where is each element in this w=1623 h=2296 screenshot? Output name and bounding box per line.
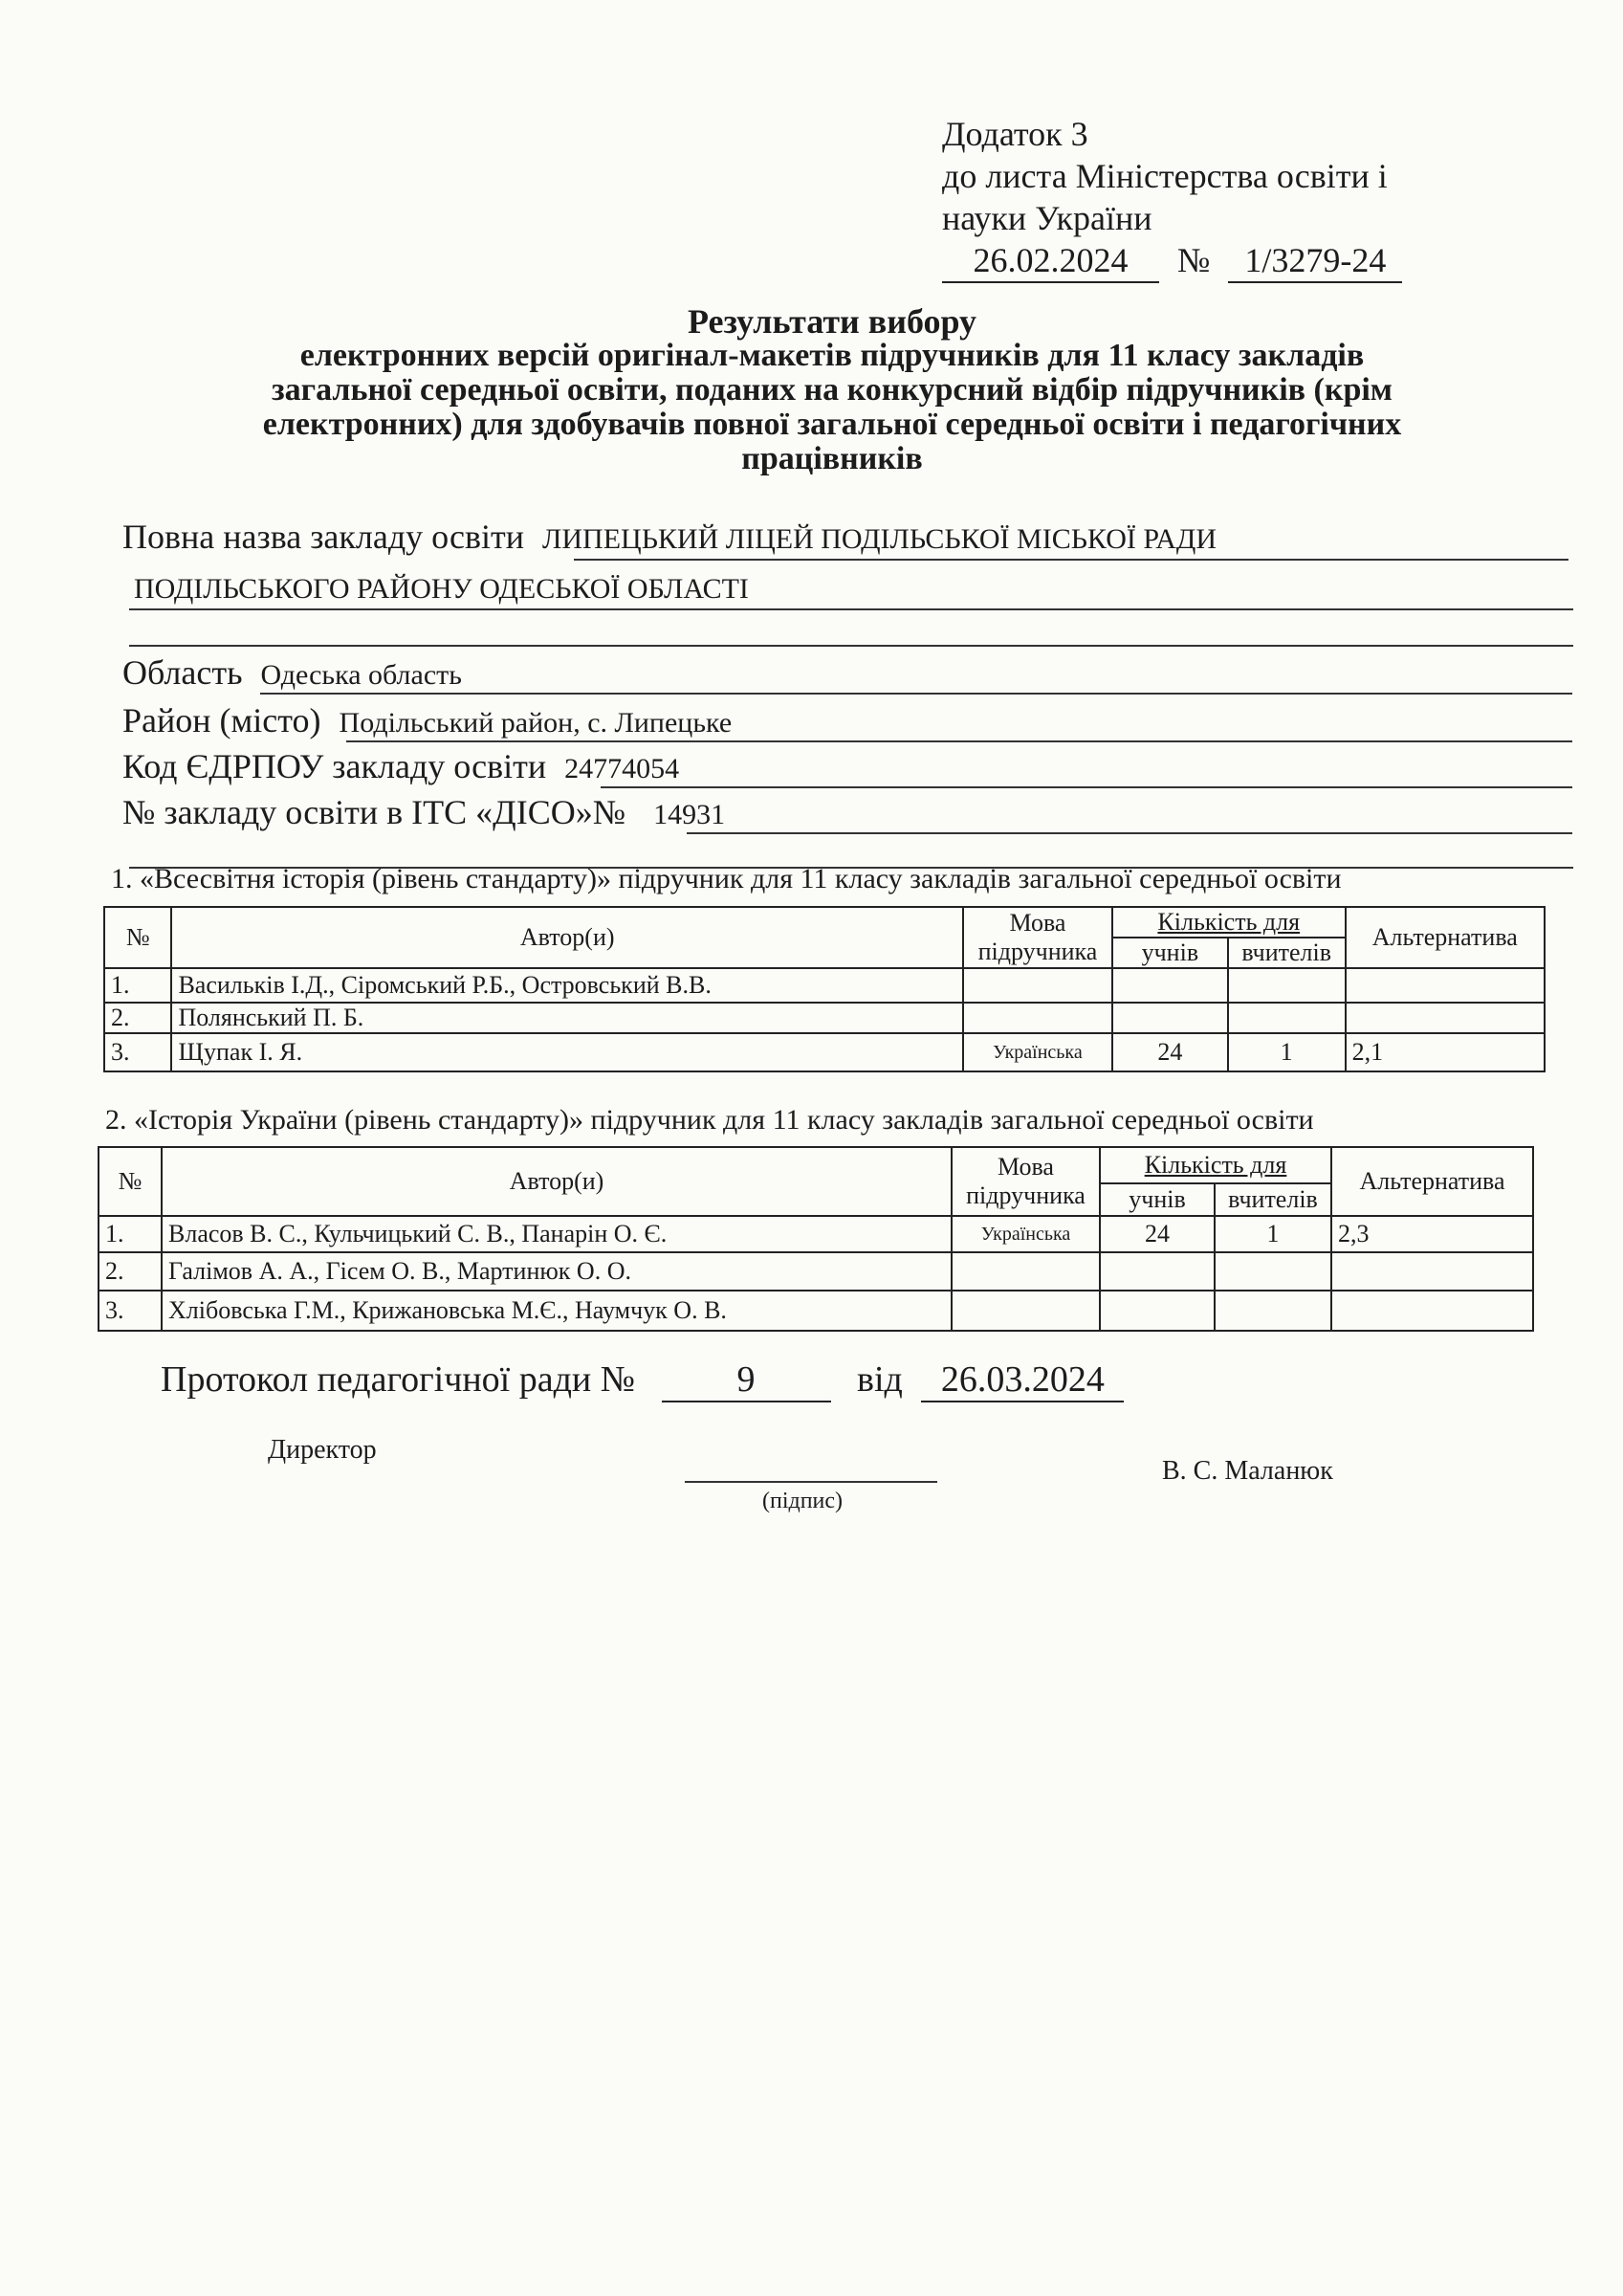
col-language-1: Мова xyxy=(998,1153,1054,1181)
table-row xyxy=(99,1291,1533,1331)
title-line-2: електронних версій оригінал-макетів підручників для 11 класу закладів xyxy=(299,338,1365,373)
protocol-line xyxy=(161,1358,1124,1402)
row-num: 2. xyxy=(104,1003,171,1033)
region-label: Область xyxy=(122,653,243,692)
edrpou-value: 24774054 xyxy=(564,753,680,784)
section-2-table xyxy=(98,1146,1534,1332)
itc-label: № закладу освіти в ІТС «ДІСО»№ xyxy=(122,793,626,831)
row-num: 1. xyxy=(104,968,171,1003)
table-row xyxy=(104,1033,1545,1071)
protocol-from: від xyxy=(857,1359,903,1400)
rule xyxy=(129,645,1573,647)
row-students: 24 xyxy=(1100,1216,1215,1252)
row-teachers: 1 xyxy=(1228,1033,1346,1071)
rule xyxy=(687,832,1572,834)
table-row xyxy=(99,1216,1533,1252)
row-language xyxy=(952,1291,1100,1331)
school-name-value: ЛИПЕЦЬКИЙ ЛІЦЕЙ ПОДІЛЬСЬКОЇ МІСЬКОЇ РАДИ xyxy=(542,523,1217,555)
row-author: Власов В. С., Кульчицький С. В., Панарін О. Є. xyxy=(162,1216,952,1252)
rule xyxy=(346,740,1572,742)
signature-line xyxy=(685,1481,937,1483)
protocol-number: 9 xyxy=(662,1358,831,1402)
rule xyxy=(574,559,1568,561)
appendix-date-number xyxy=(942,239,1402,283)
row-students xyxy=(1100,1252,1215,1291)
appendix-header xyxy=(942,113,1402,283)
edrpou-label: Код ЄДРПОУ закладу освіти xyxy=(122,747,547,785)
col-alternative: Альтернатива xyxy=(1331,1147,1533,1216)
row-language xyxy=(952,1252,1100,1291)
col-language xyxy=(963,907,1112,968)
title-line-5: працівників xyxy=(741,441,923,476)
col-teachers: вчителів xyxy=(1215,1183,1331,1216)
col-language xyxy=(952,1147,1100,1216)
col-students: учнів xyxy=(1100,1183,1215,1216)
appendix-title: Додаток 3 xyxy=(942,115,1088,153)
col-language-2: підручника xyxy=(977,938,1098,965)
col-language-1: Мова xyxy=(1009,909,1066,937)
row-alternative: 2,3 xyxy=(1331,1216,1533,1252)
row-alternative: 2,1 xyxy=(1346,1033,1545,1071)
district-label: Район (місто) xyxy=(122,701,321,740)
district-value: Подільський район, с. Липецьке xyxy=(339,707,733,739)
signature-caption: (підпис) xyxy=(762,1489,844,1513)
rule xyxy=(260,693,1572,695)
row-author: Галімов А. А., Гісем О. В., Мартинюк О. О. xyxy=(162,1252,952,1291)
row-num: 1. xyxy=(99,1216,162,1252)
row-students xyxy=(1100,1291,1215,1331)
col-count: Кількість для xyxy=(1100,1147,1331,1183)
school-name-field xyxy=(122,517,1217,557)
row-alternative xyxy=(1331,1291,1533,1331)
appendix-date: 26.02.2024 xyxy=(942,239,1159,283)
title-line-3: загальної середньої освіти, поданих на конкурсний відбір підручників (крім xyxy=(272,372,1393,408)
table-row xyxy=(104,968,1545,1003)
row-num: 3. xyxy=(104,1033,171,1071)
school-name-continued xyxy=(134,566,749,607)
col-alternative: Альтернатива xyxy=(1346,907,1545,968)
director-label: Директор xyxy=(268,1435,377,1465)
row-language xyxy=(963,968,1112,1003)
col-num: № xyxy=(99,1147,162,1216)
row-language xyxy=(963,1003,1112,1033)
protocol-date: 26.03.2024 xyxy=(921,1358,1124,1402)
row-students: 24 xyxy=(1112,1033,1228,1071)
edrpou-field xyxy=(122,746,679,786)
row-author: Полянський П. Б. xyxy=(171,1003,962,1033)
rule xyxy=(129,608,1573,610)
school-name-value-2: ПОДІЛЬСЬКОГО РАЙОНУ ОДЕСЬКОЇ ОБЛАСТІ xyxy=(134,573,749,605)
col-count: Кількість для xyxy=(1112,907,1346,938)
row-teachers xyxy=(1228,1003,1346,1033)
region-field xyxy=(122,652,462,693)
section-1-table xyxy=(103,906,1546,1072)
appendix-line-3: науки України xyxy=(942,199,1152,237)
col-teachers: вчителів xyxy=(1228,938,1346,968)
itc-field xyxy=(122,792,725,832)
region-value: Одеська область xyxy=(260,659,462,691)
table-row xyxy=(99,1252,1533,1291)
appendix-number-sign: № xyxy=(1177,241,1211,279)
appendix-line-2: до листа Міністерства освіти і xyxy=(942,157,1388,195)
row-alternative xyxy=(1346,1003,1545,1033)
title-line-1: Результати вибору xyxy=(687,302,977,341)
protocol-label: Протокол педагогічної ради № xyxy=(161,1359,636,1400)
itc-value: 14931 xyxy=(653,799,726,830)
district-field xyxy=(122,700,732,740)
row-students xyxy=(1112,968,1228,1003)
title-line-4: електронних) для здобувачів повної загальної середньої освіти і педагогічних xyxy=(262,407,1402,442)
rule xyxy=(601,786,1572,788)
col-language-2: підручника xyxy=(966,1181,1086,1209)
row-author: Щупак І. Я. xyxy=(171,1033,962,1071)
section-2-heading: 2. «Історія України (рівень стандарту)» підручник для 11 класу закладів загальної середньої освіти xyxy=(105,1104,1314,1136)
col-students: учнів xyxy=(1112,938,1228,968)
director-name: В. С. Маланюк xyxy=(1162,1456,1333,1486)
document-title xyxy=(115,304,1549,476)
section-1-heading: 1. «Всесвітня історія (рівень стандарту)» підручник для 11 класу закладів загальної середньої освіти xyxy=(111,863,1342,894)
row-students xyxy=(1112,1003,1228,1033)
row-teachers xyxy=(1215,1252,1331,1291)
row-num: 3. xyxy=(99,1291,162,1331)
col-author: Автор(и) xyxy=(171,907,962,968)
row-teachers: 1 xyxy=(1215,1216,1331,1252)
appendix-number: 1/3279-24 xyxy=(1228,239,1402,283)
row-language: Українська xyxy=(963,1033,1112,1071)
row-teachers xyxy=(1215,1291,1331,1331)
col-num: № xyxy=(104,907,171,968)
row-alternative xyxy=(1346,968,1545,1003)
row-alternative xyxy=(1331,1252,1533,1291)
row-language: Українська xyxy=(952,1216,1100,1252)
col-author: Автор(и) xyxy=(162,1147,952,1216)
row-author: Васильків І.Д., Сіромський Р.Б., Островський В.В. xyxy=(171,968,962,1003)
school-name-label: Повна назва закладу освіти xyxy=(122,518,525,556)
row-author: Хлібовська Г.М., Крижановська М.Є., Наумчук О. В. xyxy=(162,1291,952,1331)
row-teachers xyxy=(1228,968,1346,1003)
row-num: 2. xyxy=(99,1252,162,1291)
table-row xyxy=(104,1003,1545,1033)
